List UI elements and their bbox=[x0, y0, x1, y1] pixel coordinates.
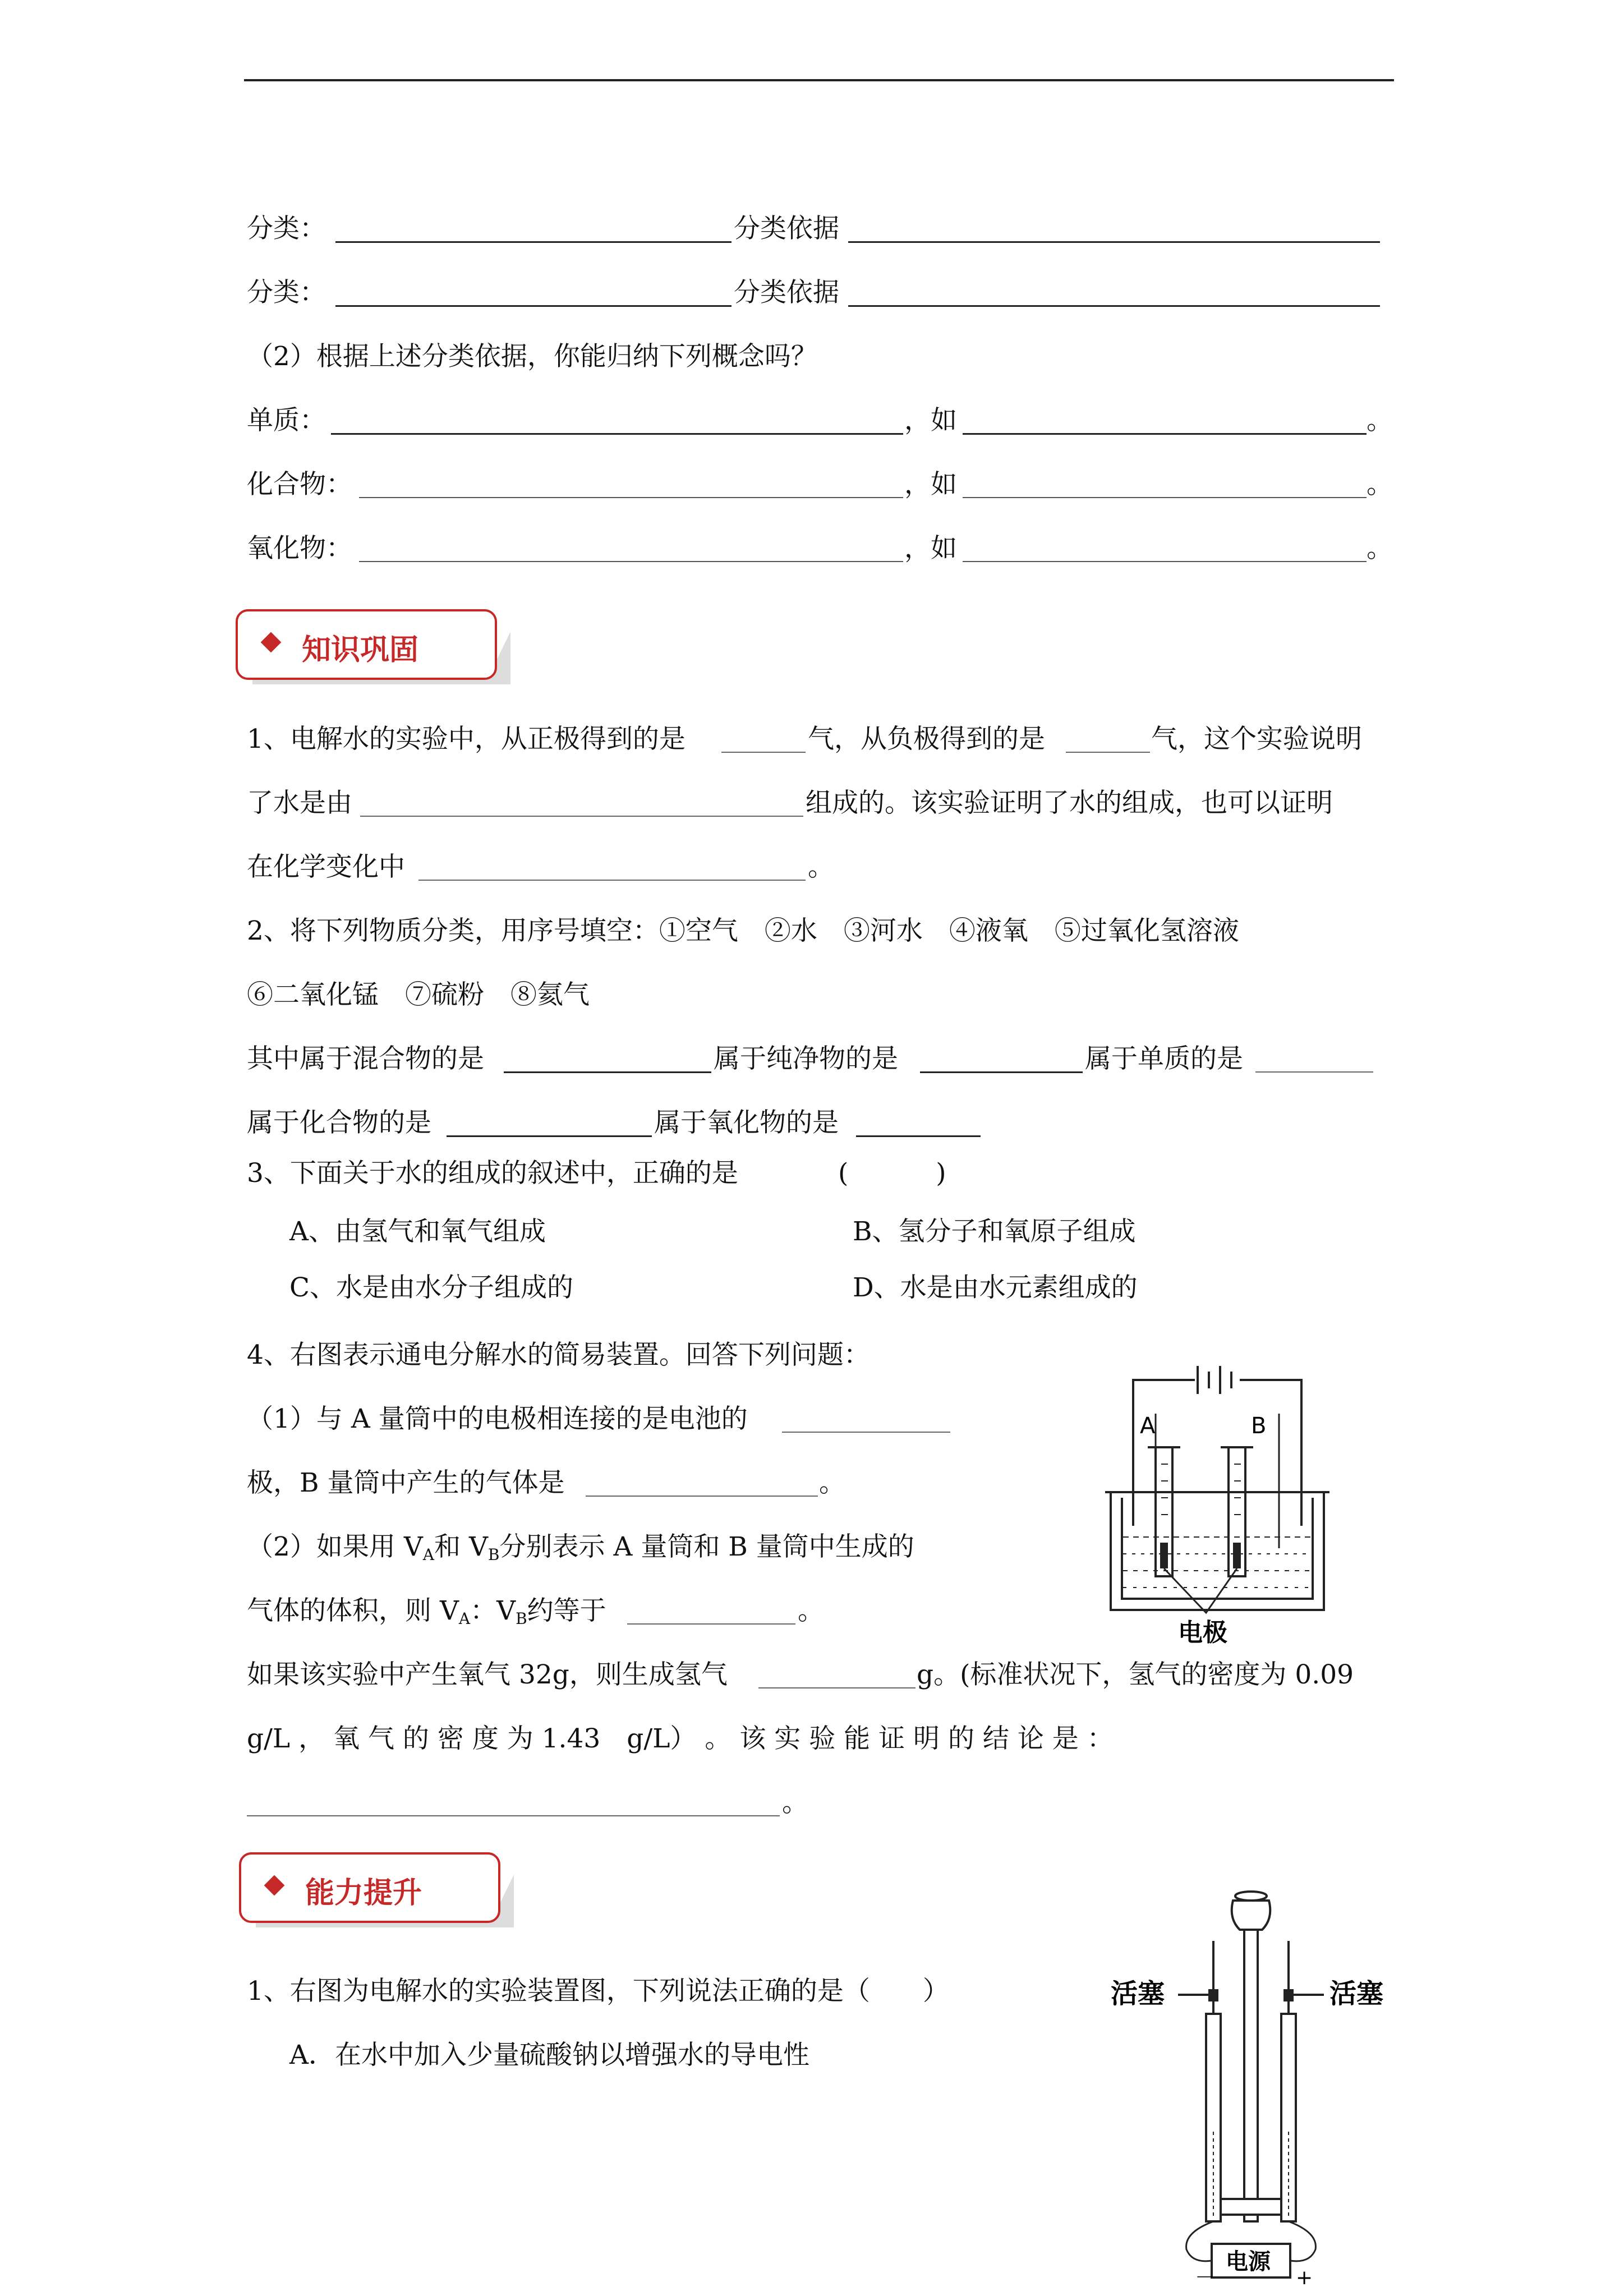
element-label: 单质： bbox=[247, 405, 326, 436]
q2-text: 其中属于混合物的是 bbox=[247, 1043, 484, 1074]
q4-text: g。(标准状况下，氢气的密度为 0.09 bbox=[917, 1659, 1354, 1690]
answer-blank[interactable] bbox=[447, 1135, 652, 1137]
header-rule bbox=[244, 79, 1394, 81]
q2-text: 属于单质的是 bbox=[1085, 1043, 1243, 1074]
q4-text: 如果该实验中产生氧气 32g，则生成氢气 bbox=[247, 1659, 728, 1690]
electrode-pointer bbox=[1164, 1568, 1237, 1613]
example-label: ，如 bbox=[904, 469, 957, 500]
answer-blank[interactable] bbox=[418, 880, 806, 881]
label-b: B bbox=[1251, 1413, 1267, 1439]
q2-text: ⑥二氧化锰 ⑦硫粉 ⑧氦气 bbox=[247, 979, 590, 1010]
answer-blank[interactable] bbox=[359, 561, 903, 562]
section-banner-ability bbox=[239, 1852, 531, 1927]
text-fragment: （2）如果用 V bbox=[247, 1531, 423, 1562]
banner-title: 知识巩固 bbox=[302, 633, 419, 667]
answer-blank[interactable] bbox=[963, 497, 1367, 498]
compound-label: 化合物： bbox=[247, 469, 352, 500]
q4-text: 4、右图表示通电分解水的简易装置。回答下列问题： bbox=[247, 1340, 870, 1370]
classify-label: 分类： bbox=[247, 213, 326, 244]
q4-text: （1）与 A 量筒中的电极相连接的是电池的 bbox=[247, 1404, 748, 1434]
answer-blank[interactable] bbox=[856, 1135, 981, 1137]
example-label: ，如 bbox=[904, 533, 957, 564]
q1-text: 在化学变化中 bbox=[247, 852, 405, 882]
answer-blank[interactable] bbox=[359, 497, 903, 498]
subscript-b: B bbox=[516, 1609, 527, 1628]
period: 。 bbox=[1367, 469, 1393, 500]
period: 。 bbox=[808, 852, 834, 882]
q3-text: 3、下面关于水的组成的叙述中，正确的是 bbox=[247, 1158, 738, 1189]
option-a[interactable]: A、由氢气和氧气组成 bbox=[289, 1216, 546, 1247]
oxide-label: 氧化物： bbox=[247, 533, 352, 564]
subscript-a: A bbox=[422, 1545, 435, 1564]
option-d[interactable]: D、水是由水元素组成的 bbox=[853, 1272, 1138, 1303]
answer-blank[interactable] bbox=[247, 1815, 780, 1816]
answer-blank[interactable] bbox=[1066, 752, 1150, 753]
q1-text: 组成的。该实验证明了水的组成，也可以证明 bbox=[806, 788, 1333, 818]
q2-text: 属于氧化物的是 bbox=[654, 1107, 839, 1138]
reservoir bbox=[1232, 1892, 1271, 2221]
stopcock-right-label: 活塞 bbox=[1329, 1978, 1384, 2009]
answer-blank[interactable] bbox=[360, 816, 803, 817]
section-banner-consolidation bbox=[236, 609, 527, 684]
answer-blank[interactable] bbox=[331, 433, 903, 435]
ability-q1-text: 1、右图为电解水的实验装置图，下列说法正确的是（ ） bbox=[247, 1976, 949, 2007]
wire-right bbox=[1289, 2221, 1315, 2261]
electrode-caption: 电极 bbox=[1178, 1618, 1227, 1647]
q2-text: 属于纯净物的是 bbox=[714, 1043, 898, 1074]
option-c[interactable]: C、水是由水分子组成的 bbox=[289, 1272, 573, 1303]
q4-text: 极，B 量筒中产生的气体是 bbox=[247, 1467, 565, 1498]
subscript-b: B bbox=[487, 1545, 500, 1564]
text-fragment: 约等于 bbox=[527, 1595, 606, 1626]
q2-text: 2、将下列物质分类，用序号填空：①空气 ②水 ③河水 ④液氧 ⑤过氧化氢溶液 bbox=[247, 915, 1239, 946]
text-fragment: 分别表示 A 量筒和 B 量筒中生成的 bbox=[499, 1531, 914, 1562]
power-label: 电源 bbox=[1226, 2249, 1271, 2275]
answer-blank[interactable] bbox=[721, 752, 806, 753]
q4-text: g/L ， 氧 气 的 密 度 为 1.43 g/L） 。 该 实 验 能 证 明 的 结 论 是 ： bbox=[247, 1723, 1114, 1754]
text-fragment: 和 V bbox=[434, 1531, 488, 1562]
period: 。 bbox=[782, 1787, 808, 1818]
answer-blank[interactable] bbox=[504, 1071, 711, 1073]
answer-blank[interactable] bbox=[586, 1496, 818, 1497]
electrolysis-apparatus-figure bbox=[1099, 1358, 1335, 1649]
q1-text: 气，从负极得到的是 bbox=[808, 724, 1045, 754]
electrode-a bbox=[1160, 1543, 1168, 1568]
banner-title: 能力提升 bbox=[305, 1876, 422, 1910]
minus-sign: － bbox=[1195, 2266, 1216, 2289]
answer-blank[interactable] bbox=[335, 305, 732, 307]
option-b[interactable]: B、氢分子和氧原子组成 bbox=[853, 1216, 1136, 1247]
hoffman-apparatus-figure bbox=[1099, 1885, 1414, 2289]
answer-blank[interactable] bbox=[920, 1071, 1083, 1073]
period: 。 bbox=[1367, 405, 1393, 436]
subscript-a: A bbox=[458, 1609, 471, 1628]
classify-basis-label: 分类依据 bbox=[734, 213, 839, 244]
text-fragment: 气体的体积，则 V bbox=[247, 1595, 459, 1626]
q4-text bbox=[247, 1594, 606, 1636]
beaker bbox=[1105, 1492, 1329, 1610]
q4-text bbox=[247, 1530, 914, 1572]
answer-blank[interactable] bbox=[848, 305, 1380, 307]
example-label: ，如 bbox=[904, 405, 957, 436]
answer-blank[interactable] bbox=[1255, 1071, 1373, 1073]
q2-text: 属于化合物的是 bbox=[247, 1107, 431, 1138]
period: 。 bbox=[819, 1467, 845, 1498]
period: 。 bbox=[798, 1595, 824, 1626]
answer-blank[interactable] bbox=[782, 1432, 950, 1433]
answer-blank[interactable] bbox=[963, 433, 1367, 435]
electrode-b bbox=[1233, 1543, 1241, 1568]
answer-blank[interactable] bbox=[627, 1623, 795, 1625]
plus-sign: + bbox=[1296, 2266, 1313, 2289]
classify-label: 分类： bbox=[247, 277, 326, 308]
period: 。 bbox=[1367, 533, 1393, 564]
q1-text: 了水是由 bbox=[247, 788, 352, 818]
q1-text: 1、电解水的实验中，从正极得到的是 bbox=[247, 724, 686, 754]
answer-blank[interactable] bbox=[758, 1687, 915, 1688]
question-text: （2）根据上述分类依据，你能归纳下列概念吗？ bbox=[247, 341, 817, 372]
answer-blank[interactable] bbox=[335, 241, 732, 243]
answer-paren[interactable]: ( ) bbox=[838, 1158, 946, 1189]
wire-left bbox=[1186, 2221, 1213, 2261]
q1-text: 气，这个实验说明 bbox=[1151, 724, 1362, 754]
option-a[interactable]: A．在水中加入少量硫酸钠以增强水的导电性 bbox=[289, 2040, 809, 2070]
answer-blank[interactable] bbox=[963, 561, 1367, 562]
classify-basis-label: 分类依据 bbox=[734, 277, 839, 308]
answer-blank[interactable] bbox=[848, 241, 1380, 243]
text-fragment: ：V bbox=[470, 1595, 516, 1626]
stopcock-left-label: 活塞 bbox=[1111, 1978, 1165, 2009]
label-a: A bbox=[1140, 1413, 1156, 1439]
